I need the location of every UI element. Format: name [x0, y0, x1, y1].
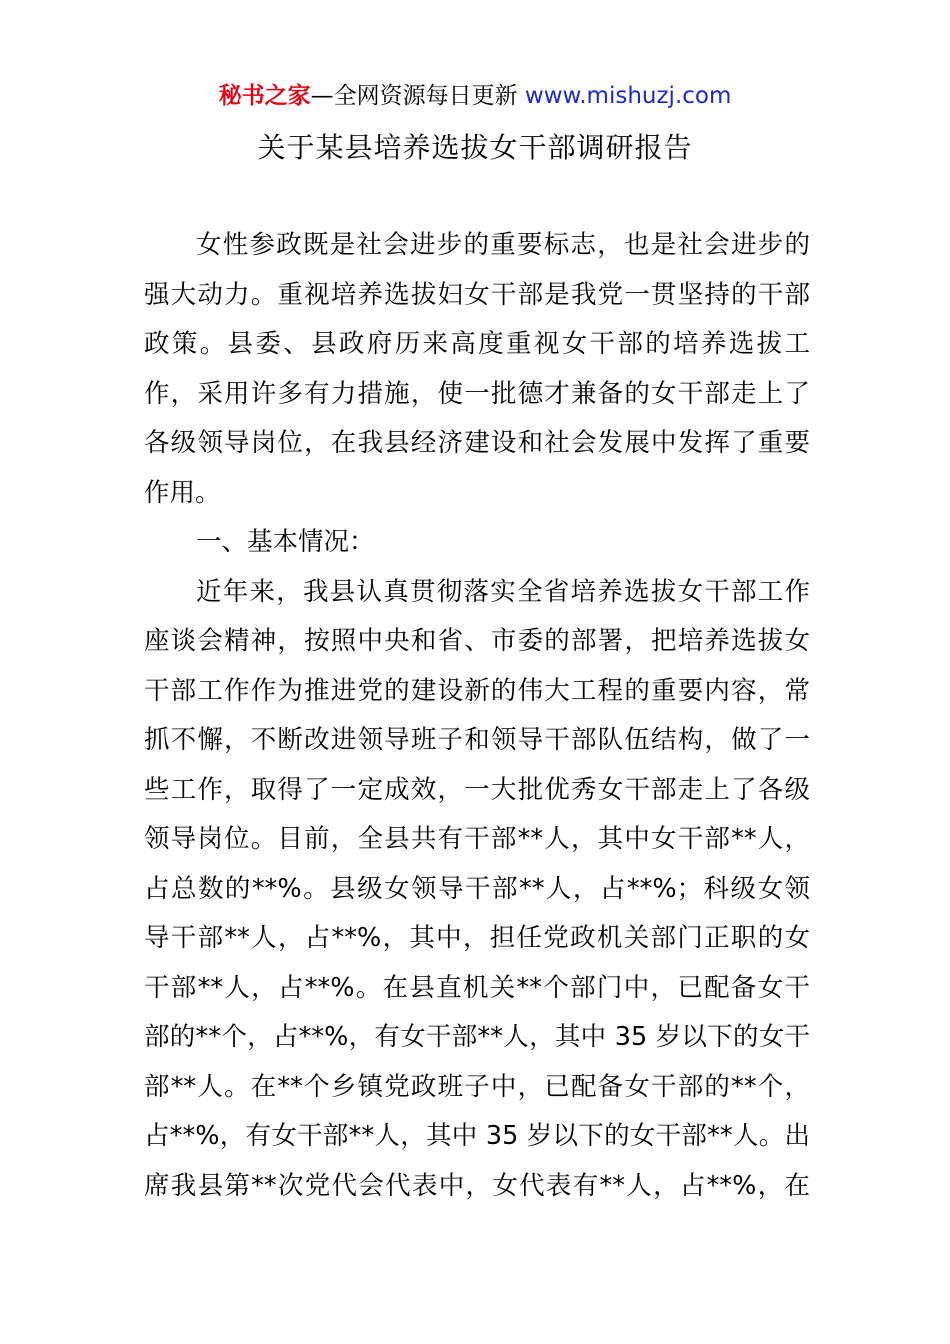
body-line: 领导岗位。目前，全县共有干部**人，其中女干部**人，: [144, 824, 810, 854]
body-line: 抓不懈，不断改进领导班子和领导干部队伍结构，做了一: [144, 725, 810, 755]
body-line: 作用。: [144, 477, 221, 508]
site-brand: 秘书之家: [218, 83, 311, 109]
body-line: 各级领导岗位，在我县经济建设和社会发展中发挥了重要: [144, 428, 810, 458]
body-line: 一、基本情况：: [196, 527, 375, 557]
body-line: 占**%，有女干部**人，其中 35 岁以下的女干部**人。出: [144, 1121, 810, 1151]
document-title: 关于某县培养选拔女干部调研报告: [257, 131, 693, 164]
body-line: 干部工作作为推进党的建设新的伟大工程的重要内容，常: [144, 675, 810, 706]
body-line: 部**人。在**个乡镇党政班子中，已配备女干部的**个，: [144, 1071, 810, 1102]
body-line: 导干部**人，占**%，其中，担任党政机关部门正职的女: [144, 923, 810, 953]
body-line: 席我县第**次党代会代表中，女代表有**人，占**%，在: [144, 1170, 810, 1201]
body-line: 作，采用许多有力措施，使一批德才兼备的女干部走上了: [144, 378, 810, 409]
body-line: 部的**个，占**%，有女干部**人，其中 35 岁以下的女干: [144, 1022, 810, 1052]
body-line: 占总数的**%。县级女领导干部**人，占**%；科级女领: [144, 873, 810, 904]
site-header: [0, 80, 950, 112]
body-line: 座谈会精神，按照中央和省、市委的部署，把培养选拔女: [144, 626, 810, 656]
body-line: 近年来，我县认真贯彻落实全省培养选拔女干部工作: [196, 576, 810, 607]
body-line: 女性参政既是社会进步的重要标志，也是社会进步的: [196, 230, 810, 260]
site-url-link[interactable]: www.mishuzj.com: [524, 83, 732, 109]
site-tagline: —全网资源每日更新: [310, 83, 525, 109]
body-line: 干部**人，占**%。在县直机关**个部门中，已配备女干: [144, 972, 810, 1003]
document-body: [144, 221, 810, 1211]
body-line: 政策。县委、县政府历来高度重视女干部的培养选拔工: [144, 329, 810, 359]
body-line: 些工作，取得了一定成效，一大批优秀女干部走上了各级: [144, 774, 810, 805]
body-line: 强大动力。重视培养选拔妇女干部是我党一贯坚持的干部: [144, 279, 810, 310]
